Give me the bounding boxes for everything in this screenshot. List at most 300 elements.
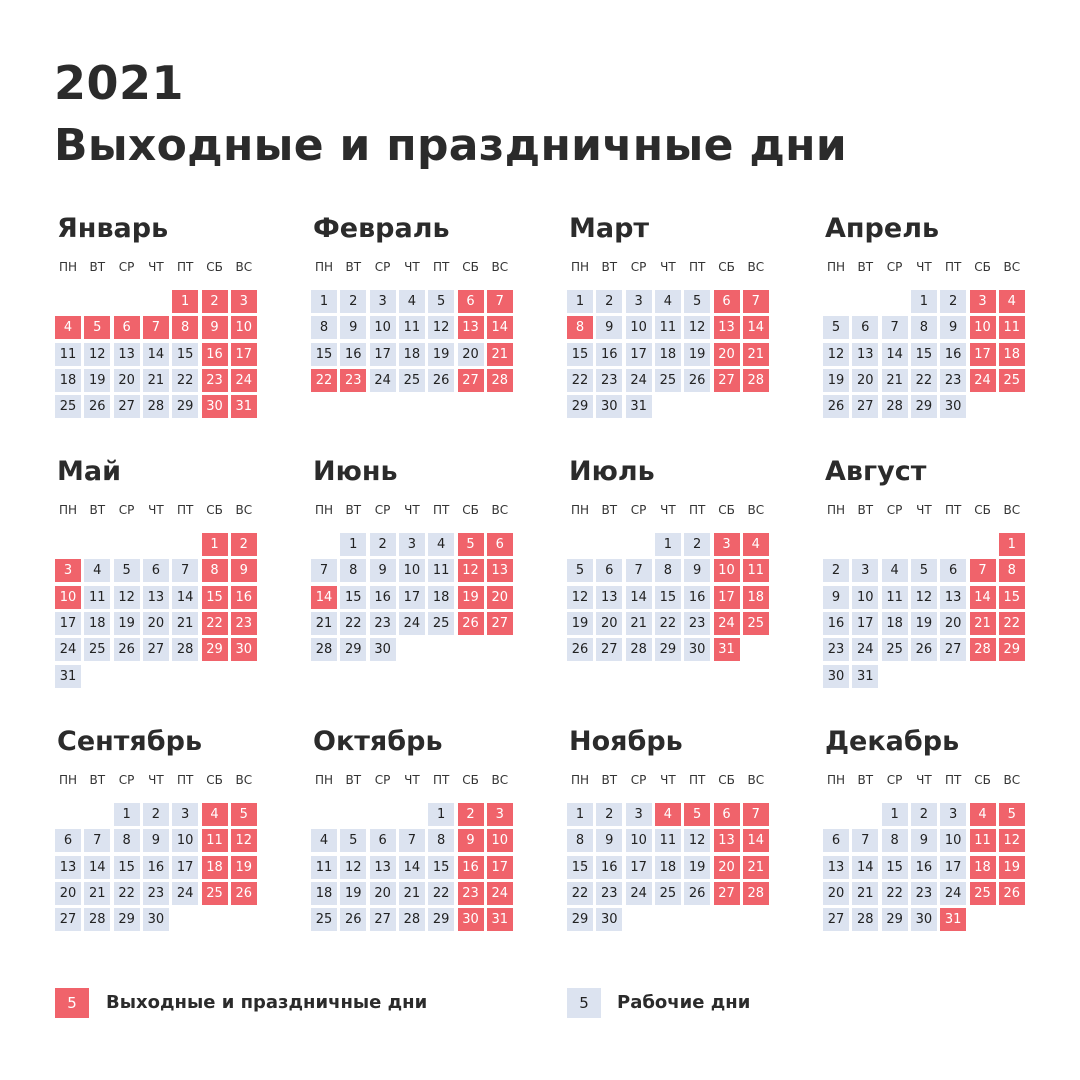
weekday-label: ВС — [1003, 773, 1021, 787]
weekday-label: ПН — [570, 503, 590, 517]
day-cell-workday: 15 — [172, 343, 198, 366]
day-cell-workday: 18 — [399, 343, 425, 366]
day-cell-workday: 22 — [114, 882, 140, 905]
day-cell-workday: 12 — [428, 316, 454, 339]
day-cell-holiday: 3 — [970, 290, 996, 313]
day-cell-holiday: 27 — [458, 369, 484, 392]
weekday-label: ВС — [747, 260, 765, 274]
month-name: Август — [825, 456, 927, 487]
day-cell-workday: 27 — [370, 908, 396, 931]
day-cell-workday: 24 — [370, 369, 396, 392]
day-cell-workday: 20 — [823, 882, 849, 905]
weekday-label: ВС — [235, 260, 253, 274]
weekday-label: СБ — [718, 503, 735, 517]
weekday-label: ВС — [235, 773, 253, 787]
day-cell-workday: 27 — [852, 395, 878, 418]
day-cell-holiday: 10 — [714, 559, 740, 582]
day-cell-holiday: 9 — [231, 559, 257, 582]
day-cell-workday: 19 — [114, 612, 140, 635]
day-cell-workday: 4 — [399, 290, 425, 313]
day-cell-workday: 31 — [852, 665, 878, 688]
day-cell-workday: 1 — [428, 803, 454, 826]
day-cell-workday: 1 — [114, 803, 140, 826]
day-cell-workday: 24 — [626, 882, 652, 905]
day-cell-workday: 12 — [823, 343, 849, 366]
weekday-label: СБ — [974, 260, 991, 274]
day-cell-workday: 5 — [340, 829, 366, 852]
day-cell-workday: 6 — [55, 829, 81, 852]
day-cell-workday: 29 — [428, 908, 454, 931]
day-cell-workday: 1 — [567, 803, 593, 826]
day-cell-workday: 19 — [684, 856, 710, 879]
day-cell-workday: 11 — [399, 316, 425, 339]
weekday-label: ЧТ — [916, 503, 932, 517]
weekday-label: ПТ — [177, 260, 194, 274]
day-cell-workday: 8 — [655, 559, 681, 582]
day-cell-workday: 28 — [852, 908, 878, 931]
weekday-label: ПТ — [433, 260, 450, 274]
weekday-label: СБ — [462, 773, 479, 787]
day-cell-workday: 29 — [340, 638, 366, 661]
weekday-label: СБ — [974, 503, 991, 517]
day-cell-workday: 7 — [84, 829, 110, 852]
day-cell-workday: 21 — [399, 882, 425, 905]
day-cell-workday: 8 — [911, 316, 937, 339]
day-cell-workday: 18 — [428, 586, 454, 609]
day-cell-holiday: 10 — [231, 316, 257, 339]
weekday-label: ПТ — [689, 260, 706, 274]
day-cell-holiday: 17 — [970, 343, 996, 366]
day-cell-workday: 1 — [655, 533, 681, 556]
day-cell-holiday: 27 — [487, 612, 513, 635]
day-cell-workday: 1 — [567, 290, 593, 313]
day-cell-holiday: 29 — [202, 638, 228, 661]
day-cell-workday: 19 — [823, 369, 849, 392]
day-cell-workday: 20 — [458, 343, 484, 366]
day-cell-holiday: 16 — [458, 856, 484, 879]
day-cell-holiday: 11 — [970, 829, 996, 852]
day-cell-holiday: 12 — [231, 829, 257, 852]
day-cell-holiday: 11 — [202, 829, 228, 852]
weekday-label: СР — [118, 773, 135, 787]
day-cell-holiday: 14 — [311, 586, 337, 609]
day-cell-workday: 12 — [684, 829, 710, 852]
day-cell-holiday: 20 — [714, 343, 740, 366]
day-cell-holiday: 1 — [999, 533, 1025, 556]
day-cell-workday: 21 — [882, 369, 908, 392]
day-cell-holiday: 21 — [970, 612, 996, 635]
day-cell-workday: 12 — [684, 316, 710, 339]
day-cell-workday: 24 — [940, 882, 966, 905]
day-cell-workday: 5 — [567, 559, 593, 582]
day-cell-workday: 3 — [370, 290, 396, 313]
day-cell-workday: 17 — [626, 856, 652, 879]
day-cell-workday: 31 — [626, 395, 652, 418]
day-cell-holiday: 19 — [999, 856, 1025, 879]
weekday-label: ПН — [314, 260, 334, 274]
day-cell-workday: 9 — [340, 316, 366, 339]
month-name: Октябрь — [313, 726, 443, 757]
day-cell-workday: 25 — [311, 908, 337, 931]
day-cell-holiday: 19 — [458, 586, 484, 609]
day-cell-holiday: 29 — [999, 638, 1025, 661]
day-cell-workday: 23 — [940, 369, 966, 392]
day-cell-workday: 6 — [940, 559, 966, 582]
day-cell-workday: 1 — [340, 533, 366, 556]
page-title: Выходные и праздничные дни — [54, 120, 848, 171]
day-cell-workday: 29 — [911, 395, 937, 418]
weekday-label: ВТ — [345, 260, 362, 274]
month-name: Сентябрь — [57, 726, 203, 757]
day-cell-workday: 8 — [428, 829, 454, 852]
day-cell-workday: 23 — [684, 612, 710, 635]
day-cell-workday: 9 — [911, 829, 937, 852]
day-cell-holiday: 24 — [970, 369, 996, 392]
weekday-label: ВС — [235, 503, 253, 517]
weekday-label: ПН — [58, 260, 78, 274]
day-cell-workday: 25 — [55, 395, 81, 418]
day-cell-workday: 14 — [882, 343, 908, 366]
day-cell-workday: 25 — [399, 369, 425, 392]
month-name: Апрель — [825, 213, 940, 244]
day-cell-workday: 16 — [340, 343, 366, 366]
weekday-label: ПН — [570, 773, 590, 787]
day-cell-workday: 2 — [911, 803, 937, 826]
day-cell-workday: 25 — [882, 638, 908, 661]
day-cell-workday: 18 — [55, 369, 81, 392]
day-cell-workday: 13 — [370, 856, 396, 879]
day-cell-holiday: 9 — [458, 829, 484, 852]
day-cell-holiday: 7 — [743, 803, 769, 826]
weekday-label: ПТ — [433, 773, 450, 787]
day-cell-workday: 18 — [311, 882, 337, 905]
day-cell-workday: 2 — [684, 533, 710, 556]
day-cell-workday: 22 — [911, 369, 937, 392]
day-cell-workday: 11 — [882, 586, 908, 609]
weekday-label: СБ — [462, 503, 479, 517]
weekday-label: СР — [886, 773, 903, 787]
day-cell-workday: 1 — [911, 290, 937, 313]
day-cell-workday: 9 — [596, 829, 622, 852]
day-cell-holiday: 21 — [743, 856, 769, 879]
day-cell-workday: 20 — [55, 882, 81, 905]
day-cell-holiday: 25 — [970, 882, 996, 905]
day-cell-workday: 5 — [911, 559, 937, 582]
day-cell-workday: 22 — [882, 882, 908, 905]
day-cell-workday: 3 — [172, 803, 198, 826]
day-cell-holiday: 20 — [714, 856, 740, 879]
weekday-label: ВТ — [857, 773, 874, 787]
day-cell-workday: 12 — [911, 586, 937, 609]
weekday-label: СР — [886, 503, 903, 517]
day-cell-workday: 24 — [399, 612, 425, 635]
day-cell-workday: 8 — [567, 829, 593, 852]
day-cell-holiday: 14 — [743, 316, 769, 339]
day-cell-workday: 10 — [172, 829, 198, 852]
day-cell-workday: 30 — [596, 908, 622, 931]
weekday-label: ПТ — [689, 773, 706, 787]
day-cell-workday: 27 — [143, 638, 169, 661]
weekday-label: ЧТ — [660, 773, 676, 787]
day-cell-workday: 2 — [596, 803, 622, 826]
day-cell-workday: 3 — [626, 803, 652, 826]
day-cell-holiday: 28 — [743, 882, 769, 905]
day-cell-holiday: 6 — [487, 533, 513, 556]
day-cell-workday: 28 — [311, 638, 337, 661]
weekday-label: ПТ — [177, 773, 194, 787]
day-cell-workday: 10 — [626, 829, 652, 852]
weekday-label: ВС — [491, 773, 509, 787]
day-cell-workday: 30 — [940, 395, 966, 418]
day-cell-holiday: 5 — [231, 803, 257, 826]
day-cell-workday: 23 — [911, 882, 937, 905]
weekday-label: ВС — [747, 773, 765, 787]
day-cell-workday: 29 — [655, 638, 681, 661]
day-cell-workday: 19 — [84, 369, 110, 392]
day-cell-workday: 13 — [940, 586, 966, 609]
weekday-label: ПН — [314, 773, 334, 787]
day-cell-workday: 7 — [852, 829, 878, 852]
day-cell-workday: 10 — [940, 829, 966, 852]
day-cell-workday: 30 — [911, 908, 937, 931]
day-cell-workday: 20 — [143, 612, 169, 635]
weekday-label: СР — [374, 260, 391, 274]
day-cell-holiday: 11 — [743, 559, 769, 582]
day-cell-workday: 9 — [684, 559, 710, 582]
day-cell-workday: 5 — [428, 290, 454, 313]
day-cell-holiday: 20 — [487, 586, 513, 609]
day-cell-holiday: 21 — [487, 343, 513, 366]
day-cell-holiday: 1 — [172, 290, 198, 313]
day-cell-workday: 2 — [143, 803, 169, 826]
day-cell-holiday: 30 — [231, 638, 257, 661]
day-cell-workday: 30 — [370, 638, 396, 661]
weekday-label: ПН — [826, 503, 846, 517]
day-cell-holiday: 5 — [458, 533, 484, 556]
day-cell-workday: 14 — [626, 586, 652, 609]
weekday-label: СБ — [974, 773, 991, 787]
weekday-label: ВТ — [857, 260, 874, 274]
day-cell-holiday: 16 — [202, 343, 228, 366]
day-cell-workday: 26 — [684, 369, 710, 392]
day-cell-workday: 18 — [882, 612, 908, 635]
day-cell-workday: 8 — [311, 316, 337, 339]
day-cell-workday: 9 — [596, 316, 622, 339]
weekday-label: ЧТ — [660, 503, 676, 517]
day-cell-holiday: 22 — [999, 612, 1025, 635]
day-cell-workday: 1 — [311, 290, 337, 313]
weekday-label: СР — [118, 503, 135, 517]
day-cell-holiday: 30 — [202, 395, 228, 418]
day-cell-holiday: 24 — [231, 369, 257, 392]
day-cell-workday: 25 — [655, 882, 681, 905]
day-cell-holiday: 9 — [202, 316, 228, 339]
weekday-label: ПТ — [433, 503, 450, 517]
day-cell-workday: 30 — [684, 638, 710, 661]
month-name: Январь — [57, 213, 169, 244]
weekday-label: СБ — [462, 260, 479, 274]
day-cell-workday: 7 — [882, 316, 908, 339]
weekday-label: ВС — [1003, 260, 1021, 274]
day-cell-workday: 29 — [567, 395, 593, 418]
weekday-label: ЧТ — [404, 503, 420, 517]
day-cell-holiday: 3 — [714, 533, 740, 556]
day-cell-workday: 27 — [114, 395, 140, 418]
day-cell-workday: 6 — [852, 316, 878, 339]
weekday-label: ЧТ — [148, 503, 164, 517]
month-name: Июль — [569, 456, 655, 487]
day-cell-holiday: 2 — [231, 533, 257, 556]
day-cell-workday: 9 — [823, 586, 849, 609]
day-cell-workday: 12 — [84, 343, 110, 366]
day-cell-workday: 26 — [823, 395, 849, 418]
weekday-label: ВС — [1003, 503, 1021, 517]
day-cell-holiday: 3 — [487, 803, 513, 826]
weekday-label: ВТ — [601, 773, 618, 787]
weekday-label: ЧТ — [148, 773, 164, 787]
weekday-label: ПН — [826, 260, 846, 274]
day-cell-workday: 9 — [940, 316, 966, 339]
day-cell-workday: 20 — [596, 612, 622, 635]
day-cell-workday: 13 — [596, 586, 622, 609]
weekday-label: ВС — [491, 260, 509, 274]
day-cell-workday: 6 — [823, 829, 849, 852]
page-year: 2021 — [54, 56, 185, 110]
day-cell-holiday: 18 — [970, 856, 996, 879]
day-cell-workday: 4 — [428, 533, 454, 556]
legend-off-label: Выходные и праздничные дни — [106, 992, 428, 1013]
day-cell-holiday: 6 — [714, 290, 740, 313]
month-name: Май — [57, 456, 122, 487]
day-cell-workday: 15 — [114, 856, 140, 879]
day-cell-holiday: 13 — [458, 316, 484, 339]
day-cell-holiday: 22 — [311, 369, 337, 392]
month-name: Декабрь — [825, 726, 960, 757]
day-cell-workday: 29 — [567, 908, 593, 931]
weekday-label: ПТ — [689, 503, 706, 517]
day-cell-workday: 23 — [370, 612, 396, 635]
day-cell-workday: 2 — [823, 559, 849, 582]
day-cell-workday: 13 — [143, 586, 169, 609]
day-cell-holiday: 18 — [743, 586, 769, 609]
day-cell-holiday: 10 — [487, 829, 513, 852]
day-cell-holiday: 3 — [55, 559, 81, 582]
day-cell-workday: 17 — [626, 343, 652, 366]
day-cell-holiday: 12 — [458, 559, 484, 582]
weekday-label: ПТ — [945, 503, 962, 517]
day-cell-workday: 19 — [684, 343, 710, 366]
day-cell-workday: 16 — [911, 856, 937, 879]
day-cell-holiday: 18 — [202, 856, 228, 879]
day-cell-workday: 6 — [596, 559, 622, 582]
day-cell-holiday: 5 — [999, 803, 1025, 826]
day-cell-holiday: 28 — [970, 638, 996, 661]
day-cell-workday: 12 — [340, 856, 366, 879]
day-cell-workday: 28 — [143, 395, 169, 418]
day-cell-workday: 20 — [370, 882, 396, 905]
day-cell-workday: 15 — [340, 586, 366, 609]
day-cell-workday: 20 — [940, 612, 966, 635]
day-cell-workday: 7 — [172, 559, 198, 582]
day-cell-workday: 14 — [852, 856, 878, 879]
day-cell-holiday: 2 — [458, 803, 484, 826]
day-cell-holiday: 23 — [202, 369, 228, 392]
day-cell-workday: 17 — [940, 856, 966, 879]
day-cell-workday: 23 — [143, 882, 169, 905]
day-cell-workday: 23 — [596, 882, 622, 905]
weekday-label: СБ — [718, 260, 735, 274]
day-cell-holiday: 25 — [743, 612, 769, 635]
day-cell-holiday: 31 — [487, 908, 513, 931]
day-cell-workday: 25 — [428, 612, 454, 635]
day-cell-holiday: 4 — [999, 290, 1025, 313]
day-cell-workday: 4 — [84, 559, 110, 582]
day-cell-holiday: 19 — [231, 856, 257, 879]
weekday-label: ВТ — [345, 503, 362, 517]
weekday-label: ВТ — [345, 773, 362, 787]
month-name: Март — [569, 213, 650, 244]
day-cell-workday: 13 — [823, 856, 849, 879]
day-cell-holiday: 14 — [743, 829, 769, 852]
day-cell-workday: 11 — [311, 856, 337, 879]
day-cell-workday: 27 — [940, 638, 966, 661]
weekday-label: ЧТ — [148, 260, 164, 274]
day-cell-workday: 31 — [55, 665, 81, 688]
day-cell-workday: 9 — [143, 829, 169, 852]
day-cell-workday: 25 — [84, 638, 110, 661]
day-cell-workday: 6 — [370, 829, 396, 852]
day-cell-workday: 21 — [852, 882, 878, 905]
day-cell-holiday: 18 — [999, 343, 1025, 366]
legend-work-swatch: 5 — [567, 988, 601, 1018]
day-cell-workday: 16 — [596, 856, 622, 879]
day-cell-workday: 29 — [172, 395, 198, 418]
weekday-label: СР — [374, 773, 391, 787]
day-cell-holiday: 15 — [999, 586, 1025, 609]
day-cell-workday: 4 — [311, 829, 337, 852]
day-cell-workday: 16 — [143, 856, 169, 879]
day-cell-workday: 17 — [172, 856, 198, 879]
weekday-label: ЧТ — [404, 260, 420, 274]
day-cell-workday: 12 — [114, 586, 140, 609]
day-cell-workday: 1 — [882, 803, 908, 826]
day-cell-holiday: 12 — [999, 829, 1025, 852]
weekday-label: СР — [630, 260, 647, 274]
weekday-label: ЧТ — [916, 260, 932, 274]
day-cell-workday: 26 — [911, 638, 937, 661]
day-cell-holiday: 5 — [84, 316, 110, 339]
day-cell-workday: 29 — [114, 908, 140, 931]
day-cell-workday: 15 — [882, 856, 908, 879]
day-cell-holiday: 16 — [231, 586, 257, 609]
day-cell-holiday: 22 — [202, 612, 228, 635]
day-cell-workday: 21 — [311, 612, 337, 635]
weekday-label: СР — [886, 260, 903, 274]
day-cell-holiday: 13 — [714, 829, 740, 852]
day-cell-holiday: 28 — [743, 369, 769, 392]
day-cell-workday: 16 — [370, 586, 396, 609]
day-cell-workday: 22 — [567, 369, 593, 392]
month-name: Июнь — [313, 456, 398, 487]
day-cell-workday: 19 — [567, 612, 593, 635]
day-cell-holiday: 6 — [714, 803, 740, 826]
day-cell-holiday: 8 — [202, 559, 228, 582]
day-cell-workday: 11 — [55, 343, 81, 366]
day-cell-holiday: 10 — [55, 586, 81, 609]
weekday-label: ЧТ — [916, 773, 932, 787]
day-cell-holiday: 23 — [231, 612, 257, 635]
day-cell-workday: 20 — [852, 369, 878, 392]
